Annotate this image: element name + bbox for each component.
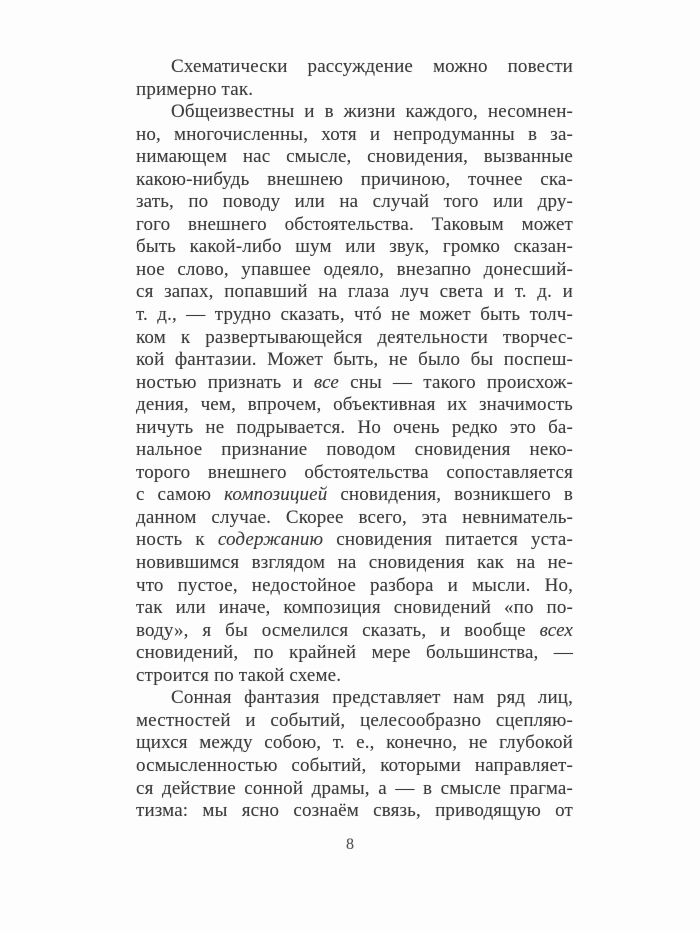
text-segment: местностей и событий, целесообразно сцепляю- — [136, 709, 573, 731]
text-segment: ком к развертывающейся деятельности творчес- — [136, 326, 573, 348]
text-segment: тизма: мы ясно сознаём связь, приводящую от — [136, 800, 573, 822]
text-segment: дения, чем, впрочем, объективная их значимость — [136, 394, 573, 416]
text-line — [136, 665, 573, 688]
text-segment: с самою — [136, 484, 225, 506]
text-line — [136, 146, 573, 169]
text-segment: зать, по поводу или на случай того или дру- — [136, 191, 573, 213]
page-text-body — [136, 56, 573, 823]
text-segment: новившимся взглядом на сновидения как на не- — [136, 552, 573, 574]
text-line — [136, 304, 573, 327]
text-line — [136, 529, 573, 552]
italic-text-segment: содержанию — [217, 529, 324, 551]
text-line — [136, 281, 573, 304]
text-line — [136, 259, 573, 282]
text-segment: щихся между собою, т. е., конечно, не глубокой — [136, 732, 573, 754]
text-segment: данном случае. Скорее всего, эта невниматель- — [136, 506, 573, 528]
text-line — [136, 687, 573, 710]
text-line — [136, 620, 573, 643]
text-line — [136, 327, 573, 350]
text-segment: сновидений, по крайней мере большинства, — — [136, 642, 573, 664]
text-segment: сновидения, возникшего в — [327, 484, 574, 506]
text-segment: гого внешнего обстоятельства. Таковым может — [136, 213, 573, 235]
text-line — [136, 642, 573, 665]
text-line — [136, 552, 573, 575]
text-line — [136, 214, 573, 237]
text-line — [136, 597, 573, 620]
text-segment: т. д., — трудно сказать, чтó не может быть толч- — [136, 304, 573, 326]
text-line — [136, 439, 573, 462]
text-segment: сны — такого происхож- — [339, 371, 573, 393]
text-line — [136, 778, 573, 801]
text-line — [136, 732, 573, 755]
text-segment: ное слово, упавшее одеяло, внезапно донесший- — [136, 258, 573, 280]
page-number: 8 — [346, 836, 354, 853]
text-line — [136, 101, 573, 124]
text-segment: воду», я бы осмелился сказать, и вообще — [136, 619, 540, 641]
text-segment: какою-нибудь внешнею причиною, точнее ска- — [136, 168, 573, 190]
text-line — [136, 236, 573, 259]
text-segment: ностью признать и — [136, 371, 314, 393]
text-segment: что пустое, недостойное разбора и мысли. Но, — [136, 574, 573, 596]
text-line — [136, 349, 573, 372]
text-line — [136, 56, 573, 79]
text-line — [136, 79, 573, 102]
text-line — [136, 484, 573, 507]
text-line — [136, 800, 573, 823]
text-line — [136, 710, 573, 733]
text-segment: ся запах, попавший на глаза луч света и т. д. и — [136, 281, 573, 303]
text-segment: но, многочисленны, хотя и непродуманны в за- — [136, 123, 573, 145]
text-segment: сновидения питается уста- — [323, 529, 573, 551]
italic-text-segment: все — [313, 371, 339, 393]
text-segment: кой фантазии. Может быть, не было бы поспеш- — [136, 349, 573, 371]
text-segment: примерно так. — [136, 78, 254, 100]
text-segment: ность к — [136, 529, 218, 551]
text-segment: осмысленностью событий, которыми направляет- — [136, 754, 573, 776]
text-segment: нальное признание поводом сновидения неко- — [136, 439, 573, 461]
text-segment: строится по такой схеме. — [136, 664, 342, 686]
italic-text-segment: композицией — [224, 484, 328, 506]
text-segment: Схематически рассуждение можно повести — [171, 56, 573, 77]
text-line — [136, 507, 573, 530]
text-segment: торого внешнего обстоятельства сопоставляется — [136, 461, 573, 483]
text-line — [136, 417, 573, 440]
text-line — [136, 191, 573, 214]
text-line — [136, 755, 573, 778]
text-line — [136, 394, 573, 417]
text-line — [136, 575, 573, 598]
text-line — [136, 462, 573, 485]
text-segment: Общеизвестны и в жизни каждого, несомнен- — [171, 101, 573, 123]
text-segment: ся действие сонной драмы, а — в смысле прагма- — [136, 777, 573, 799]
text-segment: так или иначе, композиция сновидений «по по- — [136, 597, 573, 619]
text-segment: нимающем нас смысле, сновидения, вызванные — [136, 146, 573, 168]
text-line — [136, 169, 573, 192]
text-segment: Сонная фантазия представляет нам ряд лиц, — [171, 687, 573, 709]
text-segment: быть какой-либо шум или звук, громко сказан- — [136, 236, 573, 258]
text-line — [136, 372, 573, 395]
text-segment: ничуть не подрывается. Но очень редко это ба- — [136, 416, 573, 438]
text-line — [136, 124, 573, 147]
italic-text-segment: всех — [539, 619, 573, 641]
